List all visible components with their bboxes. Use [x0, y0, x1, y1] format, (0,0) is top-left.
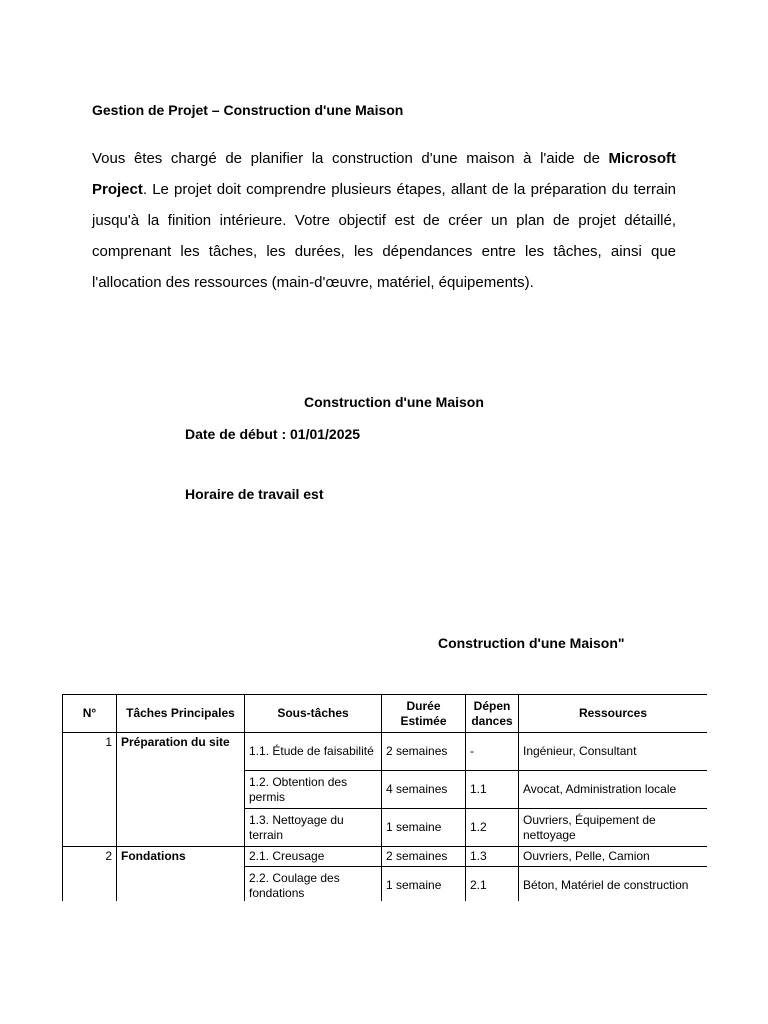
resources: Ouvriers, Équipement de nettoyage — [519, 809, 708, 847]
dependency: 1.3 — [466, 847, 519, 867]
header-subtask: Sous-tâches — [245, 695, 382, 733]
resources: Avocat, Administration locale — [519, 771, 708, 809]
duration: 1 semaine — [382, 809, 466, 847]
subtask: 2.1. Creusage — [245, 847, 382, 867]
duration: 2 semaines — [382, 847, 466, 867]
header-dependencies: Dépen dances — [466, 695, 519, 733]
resources: Ouvriers, Pelle, Camion — [519, 847, 708, 867]
intro-paragraph — [92, 143, 676, 298]
start-date: Date de début : 01/01/2025 — [185, 426, 361, 442]
header-num: N° — [63, 695, 117, 733]
section-heading: Construction d'une Maison — [304, 394, 484, 410]
table-row — [63, 733, 708, 771]
duration: 4 semaines — [382, 771, 466, 809]
intro-text-1: Vous êtes chargé de planifier la construction d'une maison à l'aide de — [92, 150, 609, 167]
subtask: 1.3. Nettoyage du terrain — [245, 809, 382, 847]
header-resources: Ressources — [519, 695, 708, 733]
task-table — [62, 694, 707, 901]
task-table-container — [62, 694, 707, 901]
work-schedule-label: Horaire de travail est — [185, 486, 324, 502]
main-task: Préparation du site — [117, 733, 245, 847]
duration: 1 semaine — [382, 867, 466, 902]
document-title: Gestion de Projet – Construction d'une Maison — [92, 102, 404, 118]
table-heading: Construction d'une Maison" — [438, 635, 625, 651]
header-duration: Durée Estimée — [382, 695, 466, 733]
task-num: 2 — [63, 847, 117, 902]
resources: Béton, Matériel de construction — [519, 867, 708, 902]
duration: 2 semaines — [382, 733, 466, 771]
subtask: 1.2. Obtention des permis — [245, 771, 382, 809]
dependency: - — [466, 733, 519, 771]
task-num: 1 — [63, 733, 117, 847]
dependency: 1.1 — [466, 771, 519, 809]
dependency: 2.1 — [466, 867, 519, 902]
subtask: 1.1. Étude de faisabilité — [245, 733, 382, 771]
intro-bold-product: Microsoft Project — [92, 150, 676, 198]
dependency: 1.2 — [466, 809, 519, 847]
header-main-task: Tâches Principales — [117, 695, 245, 733]
table-row — [63, 847, 708, 867]
resources: Ingénieur, Consultant — [519, 733, 708, 771]
subtask: 2.2. Coulage des fondations — [245, 867, 382, 902]
table-header-row — [63, 695, 708, 733]
main-task: Fondations — [117, 847, 245, 902]
intro-text-2: . Le projet doit comprendre plusieurs étapes, allant de la préparation du terrain jusqu'à la finition intérieure. Votre objectif est de créer un plan de projet détaillé, comprenant les tâches, les durées, les dépendances entre les tâches, ainsi que l'allocation des ressources (main-d'œuvre, matériel, équipements). — [92, 181, 676, 291]
